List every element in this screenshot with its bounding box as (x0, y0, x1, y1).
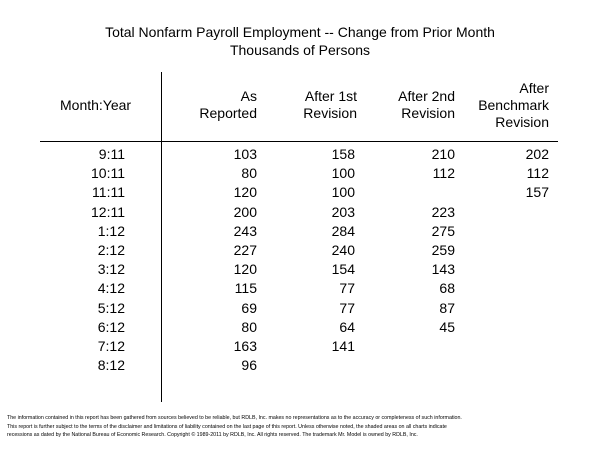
cell-month: 4:12 (97, 280, 125, 297)
table-row (0, 299, 600, 318)
cell-as-reported: 163 (233, 338, 257, 354)
cell-month: 1:12 (97, 222, 125, 239)
page-subtitle: Thousands of Persons (229, 42, 371, 58)
page-title: Total Nonfarm Payroll Employment -- Change from Prior Month (105, 24, 495, 40)
cell-after-2nd-revision: 45 (439, 318, 455, 335)
table-row (0, 337, 600, 356)
table-row (0, 241, 600, 260)
table-row (0, 356, 600, 375)
header-as-reported-line2: Reported (199, 105, 257, 121)
cell-after-1st-revision: 77 (339, 280, 355, 297)
cell-month: 8:12 (97, 357, 125, 374)
cell-after-2nd-revision: 68 (439, 280, 455, 297)
cell-after-benchmark-revision: 202 (525, 146, 549, 162)
cell-month: 9:11 (98, 146, 125, 162)
cell-after-1st-revision: 100 (331, 184, 355, 201)
table-row (0, 260, 600, 279)
cell-as-reported: 227 (233, 242, 257, 258)
footer-line: The information contained in this report has been gathered from sources believed to be reliable, but RDLB, Inc. makes no representations as to the accuracy or completeness of such information. (7, 415, 462, 421)
footer-line: recessions as dated by the National Bureau of Economic Research. Copyright © 1989-2011 by RDLB, Inc. All rights reserved. The trademark Mr. Model is owned by RDLB, Inc. (7, 432, 418, 438)
header-after-benchmark-revision (478, 80, 549, 131)
cell-month: 2:12 (97, 242, 125, 258)
cell-after-1st-revision: 141 (331, 338, 355, 354)
cell-as-reported: 120 (233, 184, 257, 201)
cell-after-2nd-revision: 210 (431, 146, 455, 162)
header-after-1st-line1: After 1st (304, 88, 357, 104)
cell-as-reported: 243 (233, 222, 257, 239)
cell-after-1st-revision: 158 (331, 146, 355, 162)
header-after-1st-line2: Revision (303, 105, 357, 121)
cell-as-reported: 80 (241, 318, 257, 335)
cell-after-1st-revision: 240 (331, 242, 355, 258)
horizontal-divider (40, 141, 558, 142)
cell-after-1st-revision: 64 (339, 318, 355, 335)
cell-after-2nd-revision: 275 (431, 222, 455, 239)
cell-after-2nd-revision: 223 (431, 203, 455, 220)
table-row (0, 203, 600, 222)
header-as-reported-line1: As (240, 88, 257, 104)
header-after-benchmark-line2: Benchmark (478, 97, 549, 113)
cell-as-reported: 200 (233, 203, 257, 220)
cell-after-1st-revision: 284 (331, 222, 355, 239)
header-after-2nd-revision (398, 88, 455, 122)
cell-as-reported: 103 (233, 146, 257, 162)
footer-line: This report is further subject to the terms of the disclaimer and limitations of liability contained on the last page of this report. Unless otherwise noted, the shaded areas on all charts indicate (7, 423, 447, 430)
cell-after-2nd-revision: 87 (439, 299, 455, 316)
table-row (0, 183, 600, 202)
table-row (0, 164, 600, 183)
cell-month: 5:12 (97, 299, 125, 316)
cell-after-benchmark-revision: 112 (526, 165, 549, 182)
cell-after-2nd-revision: 259 (431, 242, 455, 258)
table-row (0, 145, 600, 164)
cell-month: 7:12 (97, 338, 125, 354)
cell-as-reported: 115 (234, 280, 257, 297)
cell-after-2nd-revision: 143 (431, 261, 455, 278)
table-row (0, 222, 600, 241)
cell-after-benchmark-revision: 157 (525, 184, 549, 201)
cell-as-reported: 120 (233, 261, 257, 278)
header-after-2nd-line1: After 2nd (398, 88, 455, 104)
header-month: Month:Year (60, 97, 132, 113)
cell-month: 6:12 (97, 318, 125, 335)
cell-month: 12:11 (91, 203, 125, 220)
header-after-benchmark-line1: After (519, 80, 549, 96)
disclaimer-footer (7, 414, 600, 440)
table-row (0, 318, 600, 337)
cell-as-reported: 69 (241, 299, 257, 316)
cell-month: 10:11 (91, 165, 125, 182)
cell-after-1st-revision: 77 (339, 299, 355, 316)
header-after-2nd-line2: Revision (401, 105, 455, 121)
header-after-benchmark-line3: Revision (495, 114, 549, 130)
header-after-1st-revision (303, 88, 357, 122)
cell-after-1st-revision: 203 (331, 203, 355, 220)
header-as-reported (199, 88, 257, 122)
cell-as-reported: 80 (241, 165, 257, 182)
cell-after-1st-revision: 154 (331, 261, 355, 278)
cell-after-1st-revision: 100 (331, 165, 355, 182)
cell-after-2nd-revision: 112 (432, 165, 455, 182)
cell-month: 3:12 (97, 261, 125, 278)
cell-as-reported: 96 (241, 357, 257, 374)
cell-month: 11:11 (92, 184, 125, 201)
table-row (0, 279, 600, 298)
